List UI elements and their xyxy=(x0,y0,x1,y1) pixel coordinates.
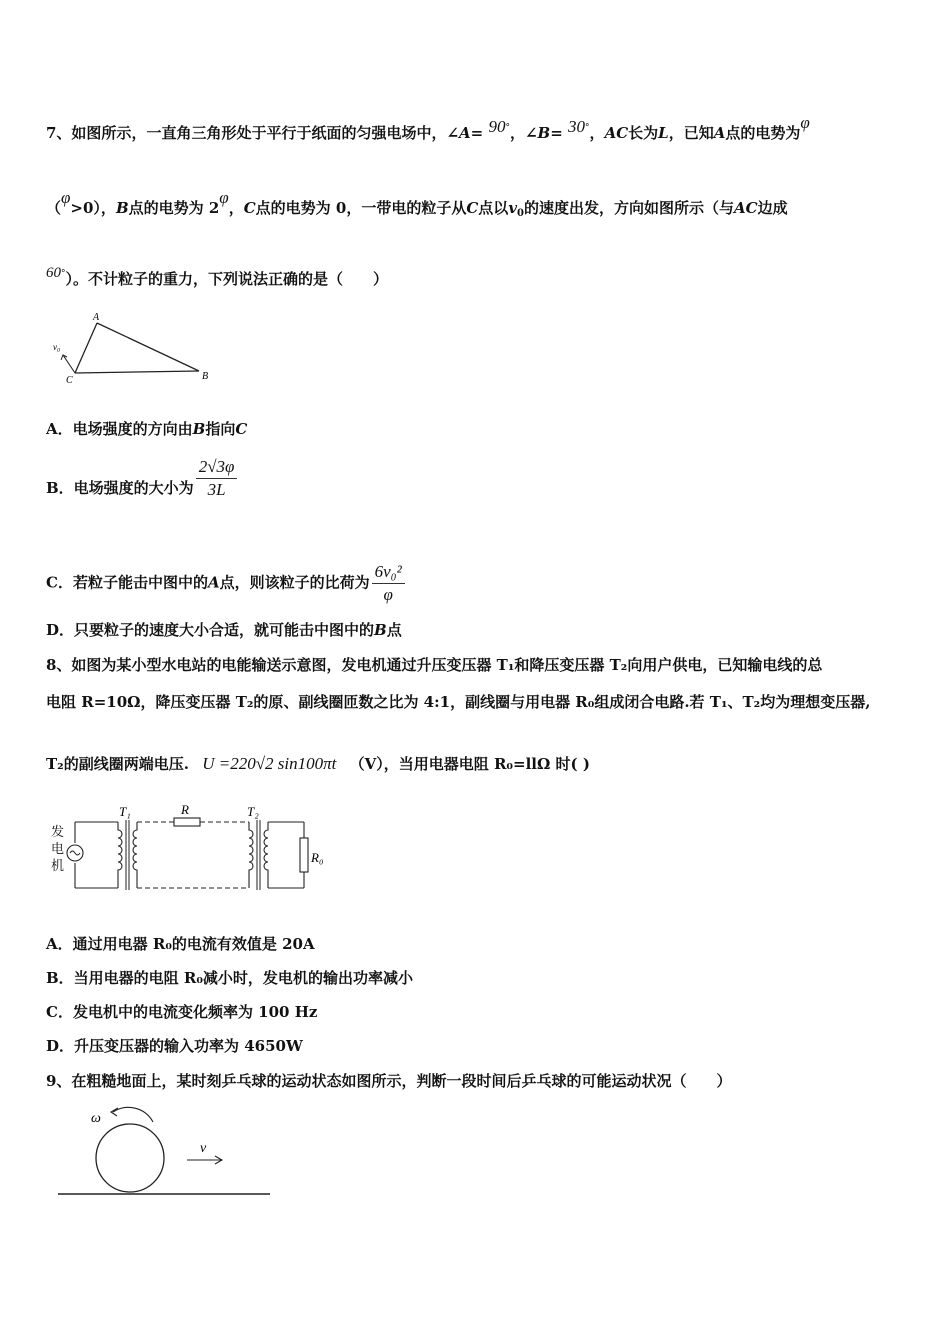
q8-gen-label-1: 发 xyxy=(51,825,65,840)
q8-voltage-formula: U =220√2 sin100πt xyxy=(202,754,337,773)
q7-angle-a-label: A xyxy=(459,124,471,142)
q7-opt-b-den: 3L xyxy=(207,479,226,499)
q7-fig-label-b: B xyxy=(202,371,209,382)
q9-omega-arrowhead xyxy=(111,1108,118,1116)
q8-r0-label: R₀ xyxy=(311,850,324,865)
q8-gen-label-3: 机 xyxy=(51,859,65,874)
q7-edge-ab xyxy=(97,323,199,371)
q7-option-d xyxy=(46,620,402,640)
q7-opt-b-fraction xyxy=(196,457,238,500)
q8-stem-line2: 电阻 R=10Ω，降压变压器 T₂的原、副线圈匝数之比为 4:1，副线圈与用电器 R₀组成闭合电路.若 T₁、T₂均为理想变压器, xyxy=(46,693,871,711)
q7-eq-a: = xyxy=(470,124,484,142)
q7-v-label: v xyxy=(508,199,518,217)
q7-b-potential-text: 点的电势为 2 xyxy=(128,199,220,217)
q8-t1-secondary-coil xyxy=(133,822,137,888)
q7-angle-60: 60 xyxy=(46,265,61,281)
q8-t1-primary-coil xyxy=(118,822,122,888)
q7-c-potential-text: 点的电势为 0，一带电的粒子从 xyxy=(255,199,467,217)
q7-l-label: L xyxy=(658,124,669,142)
q7-option-c xyxy=(46,562,405,605)
q7-angle-b-label: B xyxy=(537,124,551,142)
q7-dir-text: 的速度出发，方向如图所示（与 xyxy=(524,199,735,217)
q7-opt-a-pre: A．电场强度的方向由 xyxy=(46,420,193,438)
q8-resistor-r0 xyxy=(300,838,308,872)
q7-opt-a-b: B xyxy=(192,420,206,438)
q7-line2-open: （ xyxy=(46,199,62,217)
q9-ball-figure xyxy=(55,1100,275,1200)
q8-resistor-r xyxy=(174,818,200,826)
q7-edge-text: 边成 xyxy=(757,199,788,217)
q7-degree-a: ° xyxy=(505,123,510,133)
q8-stem-line1: 8、如图为某小型水电站的电能输送示意图，发电机通过升压变压器 T₁和降压变压器 T₂向用户供电，已知输电线的总 xyxy=(46,656,823,674)
q8-t1-label: T₁ xyxy=(119,804,131,819)
q8-t2-primary-coil xyxy=(249,822,253,888)
q7-opt-b-pre: B．电场强度的大小为 xyxy=(46,479,194,497)
q8-line3-pre: T₂的副线圈两端电压. xyxy=(46,755,189,773)
q7-opt-c-den: φ xyxy=(383,585,393,604)
q9-omega-arrow xyxy=(113,1107,153,1122)
q8-circuit-figure xyxy=(48,800,338,900)
q7-line1-prefix: 7、如图所示，一直角三角形处于平行于纸面的匀强电场中，∠ xyxy=(46,124,460,142)
q7-option-a xyxy=(46,419,247,439)
q7-c-label: C xyxy=(243,199,256,217)
q7-ac-label-2: AC xyxy=(734,199,758,217)
q9-stem-line1: 9、在粗糙地面上，某时刻乒乓球的运动状态如图所示，判断一段时间后乒乓球的可能运动状况（ ） xyxy=(46,1072,732,1090)
q8-t2-secondary-coil xyxy=(264,822,268,888)
q7-degree-60: ° xyxy=(61,269,66,279)
q8-option-b: B．当用电器的电阻 R₀减小时，发电机的输出功率减小 xyxy=(46,969,413,987)
q7-phi-3: φ xyxy=(219,188,229,207)
q8-gen-label-2: 电 xyxy=(51,842,65,857)
q7-edge-cb xyxy=(75,371,199,373)
q7-stem-line3 xyxy=(46,263,388,289)
q7-opt-b-num: 2√3φ xyxy=(196,457,238,479)
q7-opt-a-mid: 指向 xyxy=(205,420,236,438)
q7-phi-1: φ xyxy=(800,113,810,132)
q8-stem-line3 xyxy=(46,754,590,774)
q7-phi-2: φ xyxy=(61,188,71,207)
q7-from-text: 点以 xyxy=(478,199,509,217)
q7-potential-text: 点的电势为 xyxy=(725,124,801,142)
q7-angle-b-value: 30 xyxy=(568,117,586,136)
q9-v-label: v xyxy=(200,1141,207,1156)
q7-ac-label: AC xyxy=(604,124,629,142)
q7-comma2: ， xyxy=(589,124,605,142)
q8-option-a: A．通过用电器 R₀的电流有效值是 20A xyxy=(46,935,315,953)
q9-omega-label: ω xyxy=(91,1111,101,1126)
q7-stem-line1 xyxy=(46,113,810,143)
q7-v0-arrow xyxy=(63,355,75,373)
q7-opt-d-pre: D．只要粒子的速度大小合适，就可能击中图中的 xyxy=(46,621,375,639)
q8-line3-post: （V），当用电器电阻 R₀=llΩ 时( ) xyxy=(349,755,590,773)
q7-line3-rest: ）。不计粒子的重力，下列说法正确的是（ ） xyxy=(65,270,389,288)
q8-t2-label: T₂ xyxy=(247,804,259,819)
q7-length-text: 长为 xyxy=(628,124,659,142)
q7-opt-d-b: B xyxy=(374,621,387,639)
q7-opt-c-pre: C．若粒子能击中图中的 xyxy=(46,573,208,592)
q9-ball xyxy=(96,1124,164,1192)
q7-fig-label-c: C xyxy=(66,375,73,386)
q7-triangle-figure xyxy=(48,310,218,388)
q8-option-d: D．升压变压器的输入功率为 4650W xyxy=(46,1037,303,1055)
q7-comma1: ，∠ xyxy=(509,124,538,142)
q8-r-label: R xyxy=(181,802,189,817)
q7-opt-c-a: A xyxy=(207,573,220,592)
q7-a-label-2: A xyxy=(713,124,726,142)
q7-opt-d-post: 点 xyxy=(386,621,402,639)
q7-known-text: ，已知 xyxy=(668,124,714,142)
q7-b-label-2: B xyxy=(115,199,129,217)
q7-gt0: >0）， xyxy=(70,199,116,217)
q7-comma3: ， xyxy=(228,199,244,217)
q7-opt-c-fraction xyxy=(372,562,405,605)
q7-edge-ca xyxy=(75,323,97,373)
q8-option-c: C．发电机中的电流变化频率为 100 Hz xyxy=(46,1003,318,1021)
q7-opt-c-mid: 点，则该粒子的比荷为 xyxy=(219,573,370,592)
q7-degree-b: ° xyxy=(585,123,590,133)
q7-c-label-2: C xyxy=(466,199,479,217)
q7-angle-a-value: 90 xyxy=(488,117,506,136)
q7-opt-a-c: C xyxy=(235,420,248,438)
q7-v-sub: 0 xyxy=(517,208,524,219)
q7-fig-label-a: A xyxy=(93,312,100,323)
q7-stem-line2 xyxy=(46,188,788,224)
q7-opt-c-num: 6v₀² xyxy=(372,562,405,584)
q7-fig-label-v0: v₀ xyxy=(53,342,61,352)
q8-ac-wave-icon xyxy=(70,851,80,855)
q7-eq-b: = xyxy=(550,124,563,142)
